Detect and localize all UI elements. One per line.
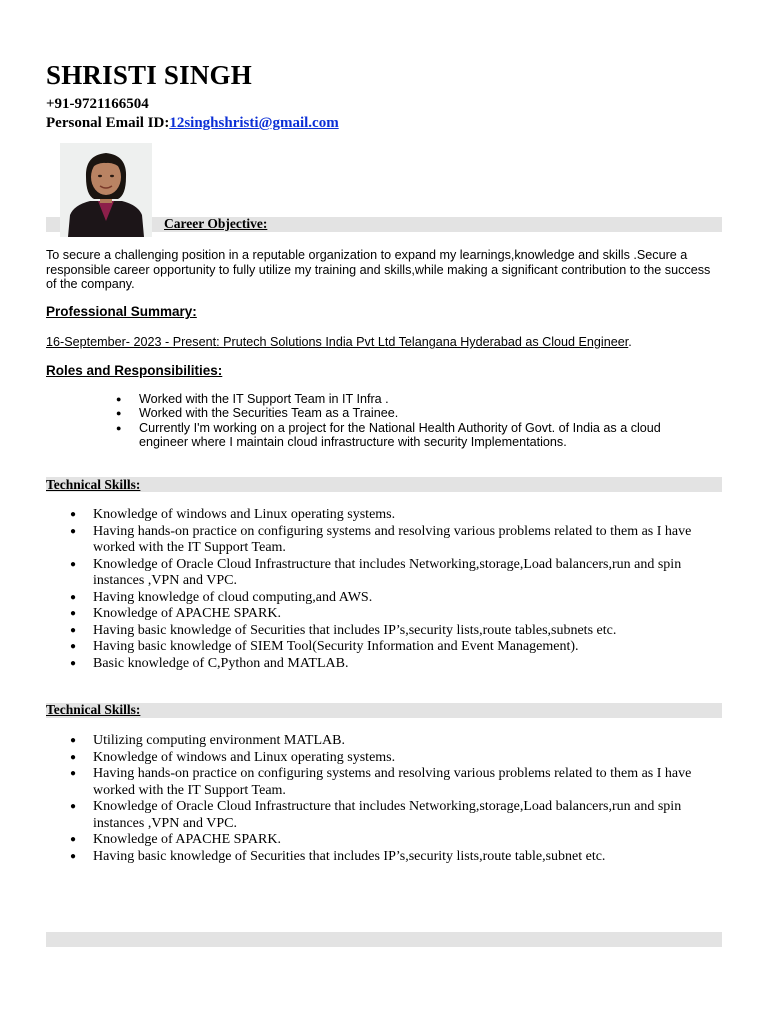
professional-summary-entry xyxy=(46,335,632,349)
roles-heading: Roles and Responsibilities: xyxy=(46,363,223,378)
employment-entry-end: . xyxy=(628,335,632,349)
list-item: ● Basic knowledge of C,Python and MATLAB. xyxy=(93,656,713,673)
list-item: ● Knowledge of Oracle Cloud Infrastructure that includes Networking,storage,Load balancers,run and spin instances ,VPN and VPC. xyxy=(93,799,713,832)
section-bar-technical-skills xyxy=(46,703,722,718)
list-item: ● Knowledge of windows and Linux operating systems. xyxy=(93,750,713,767)
list-item: ● Knowledge of APACHE SPARK. xyxy=(93,832,713,849)
list-item: ● Knowledge of APACHE SPARK. xyxy=(93,606,713,623)
list-item: ● Having basic knowledge of Securities that includes IP’s,security lists,route tables,subnets etc. xyxy=(93,623,713,640)
list-item: ● Currently I'm working on a project for the National Health Authority of Govt. of India as a cloud engineer where I maintain cloud infrastructure with security Implementations. xyxy=(139,421,709,450)
email-link[interactable]: 12singhshristi@gmail.com xyxy=(169,115,339,131)
list-item: ● Having basic knowledge of SIEM Tool(Security Information and Event Management). xyxy=(93,639,713,656)
list-item: ● Knowledge of Oracle Cloud Infrastructure that includes Networking,storage,Load balancers,run and spin instances ,VPN and VPC. xyxy=(93,557,713,590)
technical-skills-heading: Technical Skills: xyxy=(46,477,141,492)
career-objective-heading: Career Objective: xyxy=(164,216,268,231)
list-item: ● Having knowledge of cloud computing,and AWS. xyxy=(93,590,713,607)
roles-list xyxy=(139,392,709,450)
technical-skills-list xyxy=(93,733,713,865)
email-line xyxy=(46,115,339,132)
phone-number: +91-9721166504 xyxy=(46,96,149,112)
email-label: Personal Email ID: xyxy=(46,115,170,131)
list-item: ● Worked with the Securities Team as a Trainee. xyxy=(139,406,709,420)
profile-photo xyxy=(60,143,152,237)
list-item: ● Worked with the IT Support Team in IT Infra . xyxy=(139,392,709,406)
section-bar-technical-skills xyxy=(46,477,722,492)
employment-entry: 16-September- 2023 - Present: Prutech Solutions India Pvt Ltd Telangana Hyderabad as Cloud Engineer xyxy=(46,335,629,349)
technical-skills-heading: Technical Skills: xyxy=(46,702,141,717)
list-item: ● Having hands-on practice on configuring systems and resolving various problems related to them as I have worked with the IT Support Team. xyxy=(93,766,713,799)
candidate-name: SHRISTI SINGH xyxy=(46,60,252,90)
list-item: ● Having hands-on practice on configuring systems and resolving various problems related to them as I have worked with the IT Support Team. xyxy=(93,524,713,557)
technical-skills-list xyxy=(93,507,713,672)
list-item: ● Having basic knowledge of Securities that includes IP’s,security lists,route table,subnet etc. xyxy=(93,849,713,866)
section-bar-empty xyxy=(46,932,722,947)
list-item: ● Utilizing computing environment MATLAB. xyxy=(93,733,713,750)
list-item: ● Knowledge of windows and Linux operating systems. xyxy=(93,507,713,524)
career-objective-text: To secure a challenging position in a reputable organization to expand my learnings,knowledge and skills .Secure a responsible career opportunity to fully utilize my training and skills,while making a significant contribution to the success of the company. xyxy=(46,248,711,291)
professional-summary-heading: Professional Summary: xyxy=(46,304,197,319)
